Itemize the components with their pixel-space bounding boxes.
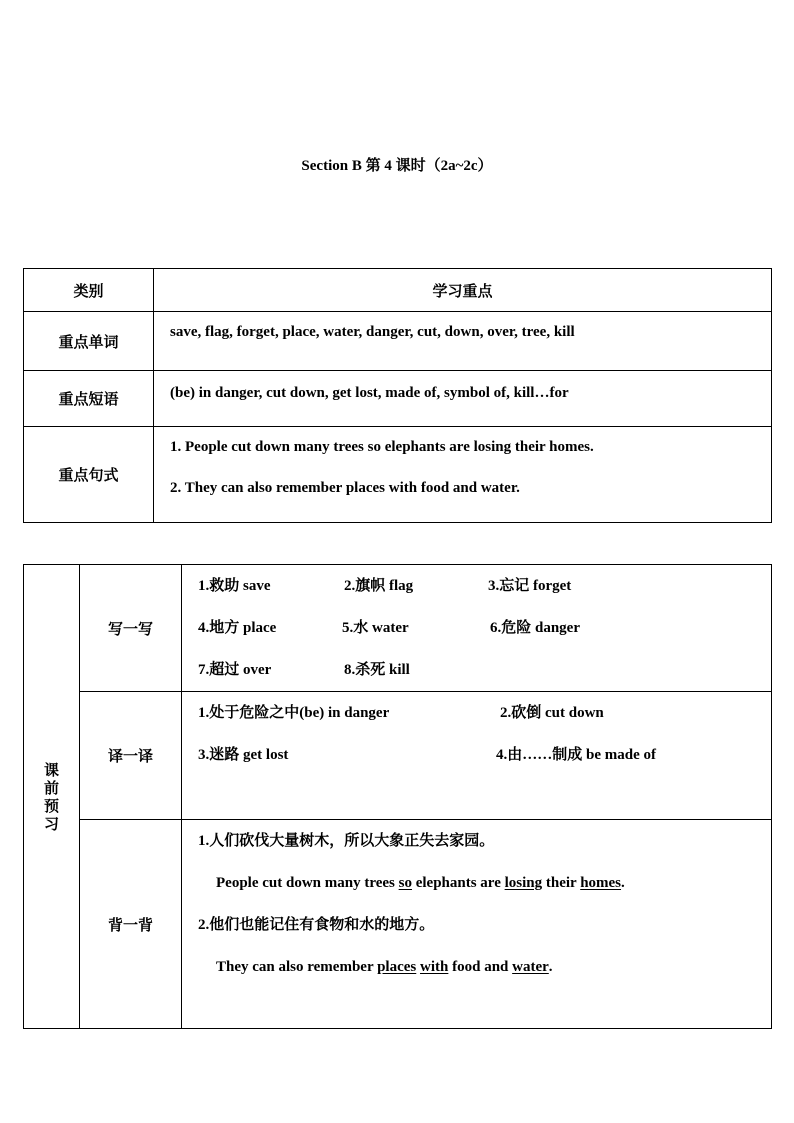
phrase-item: 2.砍倒 cut down (500, 705, 604, 721)
vocab-item: 2.旗帜 flag (344, 578, 414, 594)
vocab-item: 5.水 water (342, 620, 409, 636)
row-category: 重点单词 (24, 312, 154, 371)
vocab-item: 4.地方 place (198, 620, 277, 636)
page-title: Section B 第 4 课时（2a~2c） (301, 158, 493, 174)
row-content: (be) in danger, cut down, get lost, made of, symbol of, kill…for (154, 371, 772, 427)
recite-row (24, 820, 772, 1029)
row-category: 重点句式 (24, 427, 154, 523)
underlined-word: so (398, 875, 412, 891)
sentence-2-english: They can also remember places with food and water . (198, 946, 771, 988)
preview-side-label: 课 前 预 习 (24, 565, 80, 1029)
sentence-1-chinese: 1.人们砍伐大量树木，所以大象正失去家园。 (198, 833, 495, 849)
write-row (24, 565, 772, 692)
focus-table (23, 268, 772, 523)
vocab-item: 1.救助 save (198, 578, 271, 594)
row-category: 重点短语 (24, 371, 154, 427)
preview-table (23, 564, 772, 1029)
write-label: 写一写 (80, 565, 182, 692)
vocab-item: 7.超过 over (198, 662, 272, 678)
vocab-item: 6.危险 danger (490, 620, 581, 636)
row-content: save, flag, forget, place, water, danger, cut, down, over, tree, kill (154, 312, 772, 371)
underlined-word: with (420, 959, 449, 975)
recite-label: 背一背 (80, 820, 182, 1029)
table-row (24, 312, 772, 371)
sentence-1-english: People cut down many trees so elephants are losing their homes . (198, 862, 771, 904)
vocab-item: 8.杀死 kill (344, 662, 410, 678)
table-row (24, 371, 772, 427)
header-category: 类别 (24, 269, 154, 312)
phrase-item: 4.由……制成 be made of (496, 747, 656, 763)
vocab-item: 3.忘记 forget (488, 578, 572, 594)
recite-content (182, 820, 772, 1029)
phrase-item: 3.迷路 get lost (198, 747, 289, 763)
sentence-2-chinese: 2.他们也能记住有食物和水的地方。 (198, 917, 435, 933)
table-row (24, 427, 772, 523)
translate-row (24, 692, 772, 820)
row-content (154, 427, 772, 523)
underlined-word: water (512, 959, 549, 975)
focus-table-header (24, 269, 772, 312)
sentence-pattern-2: 2. They can also remember places with food and water. (170, 480, 520, 496)
underlined-word: homes (580, 875, 622, 891)
header-focus: 学习重点 (154, 269, 772, 312)
translate-content (182, 692, 772, 820)
phrase-item: 1.处于危险之中(be) in danger (198, 705, 390, 721)
sentence-pattern-1: 1. People cut down many trees so elephants are losing their homes. (170, 439, 594, 455)
translate-label: 译一译 (80, 692, 182, 820)
underlined-word: places (377, 959, 417, 975)
underlined-word: losing (504, 875, 543, 891)
write-content (182, 565, 772, 692)
